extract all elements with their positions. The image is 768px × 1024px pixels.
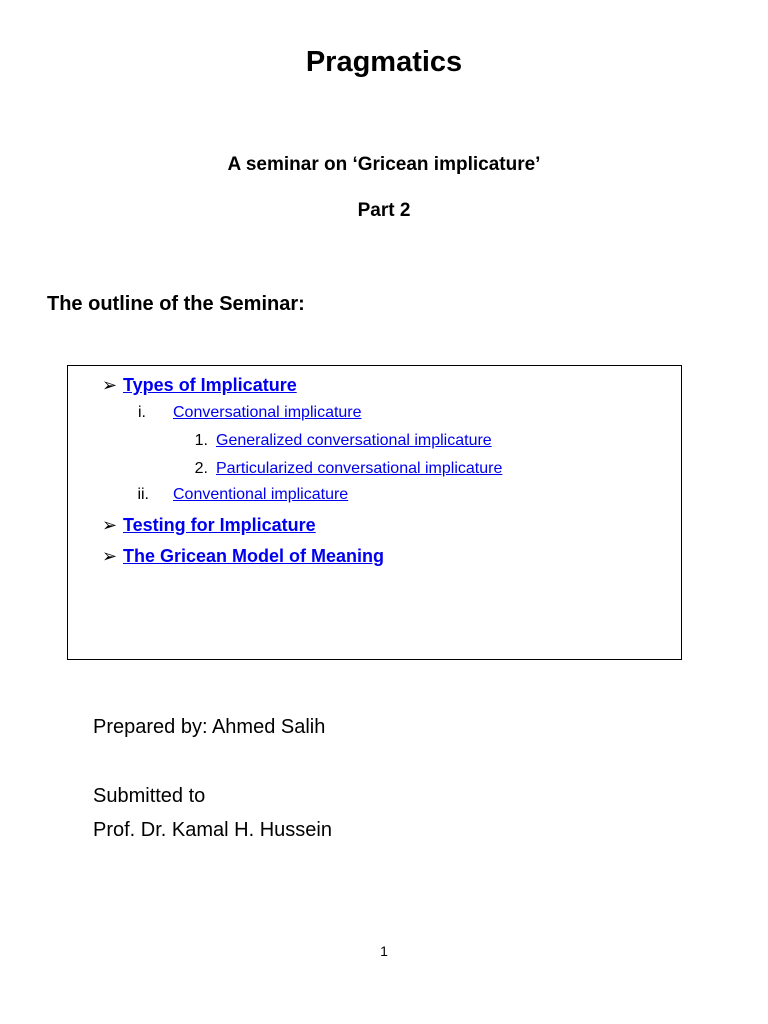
supervisor-name: Prof. Dr. Kamal H. Hussein — [93, 819, 332, 841]
outline-box — [67, 365, 682, 660]
document-subtitle: A seminar on ‘Gricean implicature’ — [227, 154, 541, 175]
page-number: 1 — [380, 943, 388, 959]
link-types-of-implicature[interactable]: Types of Implicature — [123, 375, 297, 395]
link-conversational-implicature[interactable]: Conversational implicature — [173, 404, 362, 421]
link-conventional-implicature[interactable]: Conventional implicature — [173, 486, 349, 503]
document-title: Pragmatics — [305, 46, 463, 78]
link-testing-for-implicature[interactable]: Testing for Implicature — [123, 515, 316, 535]
link-generalized-conversational-implicature[interactable]: Generalized conversational implicature — [216, 432, 492, 449]
prepared-by: Prepared by: Ahmed Salih — [93, 716, 326, 738]
number-marker: 1. — [194, 432, 208, 449]
part-label: Part 2 — [357, 200, 411, 221]
outline-heading: The outline of the Seminar: — [47, 293, 305, 315]
link-particularized-conversational-implicature[interactable]: Particularized conversational implicature — [216, 460, 503, 477]
roman-numeral-marker: ii. — [137, 486, 149, 503]
arrow-bullet-icon: ➢ — [102, 546, 118, 566]
arrow-bullet-icon: ➢ — [102, 515, 118, 535]
roman-numeral-marker: i. — [138, 404, 146, 421]
arrow-bullet-icon: ➢ — [102, 375, 118, 395]
link-gricean-model-of-meaning[interactable]: The Gricean Model of Meaning — [123, 546, 385, 566]
number-marker: 2. — [194, 460, 208, 477]
submitted-to-label: Submitted to — [93, 785, 206, 807]
